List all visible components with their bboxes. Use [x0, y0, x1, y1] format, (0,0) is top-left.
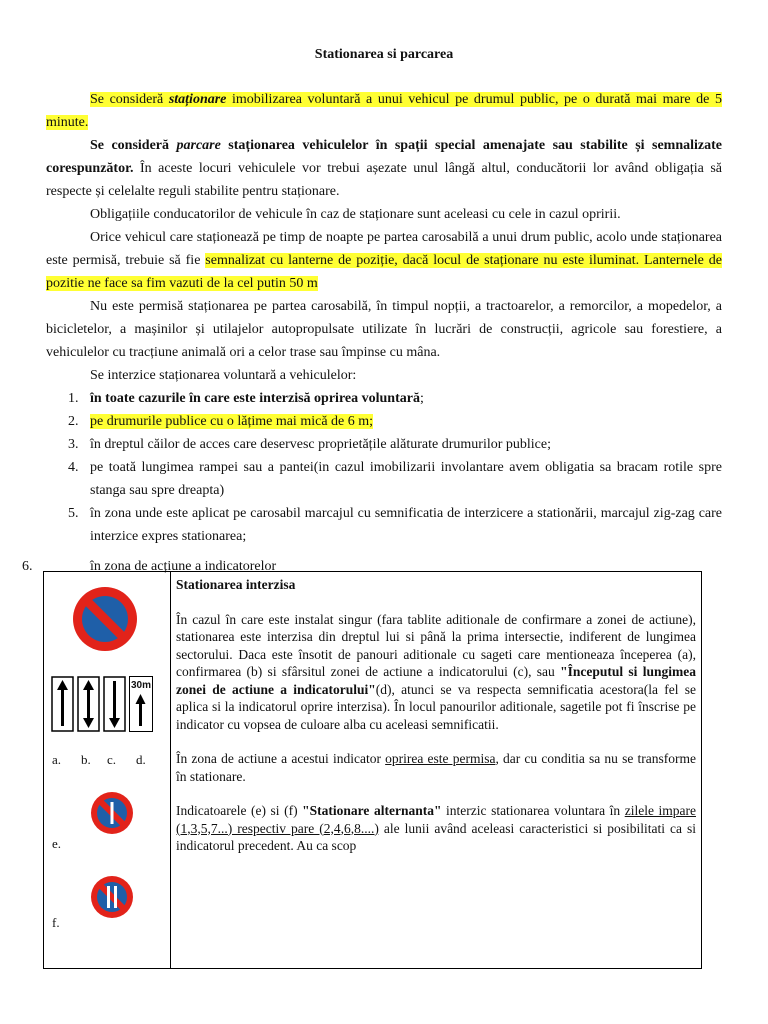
- text-segment: Indicatoarele (e) si (f): [176, 803, 303, 818]
- signs-table: [43, 571, 702, 969]
- list-number: 5.: [68, 506, 79, 521]
- box-paragraph-2: [176, 750, 696, 785]
- underlined-text: oprirea este permisa: [385, 751, 496, 766]
- spacer: [176, 594, 696, 611]
- paragraph-obligations: Obligațiile conducatorilor de vehicule în caz de staționare sunt aceleasi cu cele in cazul opririi.: [90, 207, 621, 222]
- highlighted-definition: [46, 92, 722, 130]
- text-segment: ale lunii având aceleasi caracteristici si posibilitati ca si indicatorul precedent. Au ca scop: [176, 820, 696, 853]
- underlined-text: zilele impare (1,3,5,7...) respectiv pare (2,4,6,8....): [176, 803, 696, 836]
- term-stationare: staționare: [168, 92, 227, 107]
- arrow-up-panel-icon: [51, 676, 74, 732]
- signs-column: [44, 572, 171, 969]
- signs-description: [171, 572, 702, 969]
- text-segment: În zona de actiune a acestui indicator: [176, 751, 386, 766]
- list-item-text: pe toată lungimea rampei sau a pantei(in cazul imobilizarii involantare avem obligatia sa bracam rotile spre stanga sau spre dreapta): [90, 460, 722, 498]
- list-number: 3.: [68, 437, 79, 452]
- text-segment: staționarea vehiculelor în spații special amenajate sau stabilite și semnalizate corespunzător.: [46, 138, 722, 176]
- label-a: a.: [52, 752, 62, 767]
- arrow-up-small-icon: [130, 692, 151, 728]
- list-item-text: în zona unde este aplicat pe carosabil marcajul cu semnificatia de interzicere a stationării, marcajul zig-zag care interzice expres stationarea;: [90, 506, 722, 544]
- alternate-parking-even-sign-icon: [90, 875, 134, 919]
- alternate-parking-odd-sign-icon: [90, 791, 134, 835]
- list-number: 1.: [68, 391, 79, 406]
- text-segment: ;: [419, 391, 424, 406]
- paragraph-parcare-definition: [46, 134, 722, 203]
- no-parking-sign-icon: [72, 586, 138, 652]
- distance-panel-icon: [129, 676, 153, 732]
- highlighted-list-text: pe drumurile publice cu o lățime mai mică de 6 m;: [90, 414, 374, 429]
- page-title: Stationarea si parcarea: [314, 47, 454, 62]
- paragraph-stationare-definition: [46, 88, 722, 134]
- text-segment: imobilizarea voluntară a unui vehicul pe drumul public, pe o durată mai mare de 5 minute.: [46, 92, 722, 130]
- text-segment: interzic stationarea voluntara în: [441, 803, 625, 818]
- list-number: 4.: [68, 460, 79, 475]
- arrow-down-panel-icon: [103, 676, 126, 732]
- list-item-text: în dreptul căilor de acces care deservesc proprietățile alăturate drumurilor publice;: [90, 437, 552, 452]
- list-item: [46, 456, 722, 502]
- bold-text: "Stationare alternanta": [302, 803, 442, 818]
- spacer: [176, 785, 696, 802]
- text-segment: În cazul în care este instalat singur (fara tablite aditionale de confirmare a zonei de actiune), stationarea este interzisa din dreptul lui si până la prima intersectie, indiferent de lungimea sectorului. Daca este însotit de panouri aditionale cu sageti care mentioneaza începerea (a), confirmarea (b) si sfârsitul zonei de actiune a indicatorului (c), sau: [176, 611, 696, 679]
- list-item: [46, 410, 722, 433]
- list-item: [46, 387, 722, 410]
- paragraph-night-vehicles: Nu este permisă staționarea pe partea carosabilă, în timpul nopții, a tractoarelor, a remorcilor, a mopedelor, a bicicletelor, a mașinilor și utilajelor autopropulsate utilizate în lucrări de construcții, agricole sau forestiere, a vehiculelor cu tracțiune animală ori a celor trase sau împinse cu mâna.: [46, 299, 722, 360]
- text-segment: Se consideră: [90, 138, 177, 153]
- spacer: [176, 733, 696, 750]
- label-b: b.: [81, 752, 91, 767]
- paragraph-prohibition-intro: Se interzice staționarea voluntară a vehiculelor:: [90, 368, 357, 383]
- text-segment: , dar cu conditia sa nu se transforme în stationare.: [176, 751, 696, 784]
- term-parcare: parcare: [176, 138, 221, 153]
- text-segment: (d), atunci se va respecta semnificatia acestora(la fel se aplica si la indicatorul oprire interzisa). În locul panourilor aditionale, sagetile pot fi înscrise pe indicator cu vopsea de culoare alba cu aceleasi semnificatii.: [176, 681, 697, 732]
- arrow-updown-panel-icon: [77, 676, 100, 732]
- panel-distance-text: 30m: [130, 680, 151, 691]
- text-segment: Orice vehicul care staționează pe timp de noapte pe partea carosabilă a unui drum public, acolo unde staționarea este permisă, trebuie să fie: [46, 230, 722, 268]
- prohibition-list: [46, 387, 722, 548]
- paragraph-night-lights: [46, 226, 722, 295]
- list-item: [46, 502, 722, 548]
- list-item-bold-text: în toate cazurile în care este interzisă oprirea voluntară: [90, 391, 420, 406]
- list-number-6: 6.: [22, 559, 33, 574]
- list-number: 2.: [68, 414, 79, 429]
- text-segment: Se consideră: [90, 92, 169, 107]
- label-f: f.: [52, 915, 60, 930]
- label-c: c.: [107, 752, 117, 767]
- box-title: Stationarea interzisa: [176, 577, 296, 592]
- box-paragraph-1: [176, 611, 696, 734]
- label-d: d.: [136, 752, 146, 767]
- list-item: [46, 433, 722, 456]
- highlighted-lights-rule: semnalizat cu lanterne de poziție, dacă locul de staționare nu este iluminat. Lanternele de pozitie ne face sa fim vazuti de la cel putin 50 m: [46, 253, 722, 291]
- list-item-6-text: în zona de acțiune a indicatorelor: [90, 559, 277, 574]
- text-segment: În aceste locuri vehiculele vor trebui așezate unul lângă altul, conducătorii lor având obligația să respecte și celelalte reguli stabilite pentru staționare.: [46, 161, 722, 199]
- label-e: e.: [52, 836, 62, 851]
- box-paragraph-3: [176, 802, 696, 855]
- bold-text: "Începutul si lungimea zonei de actiune a indicatorului": [176, 664, 696, 697]
